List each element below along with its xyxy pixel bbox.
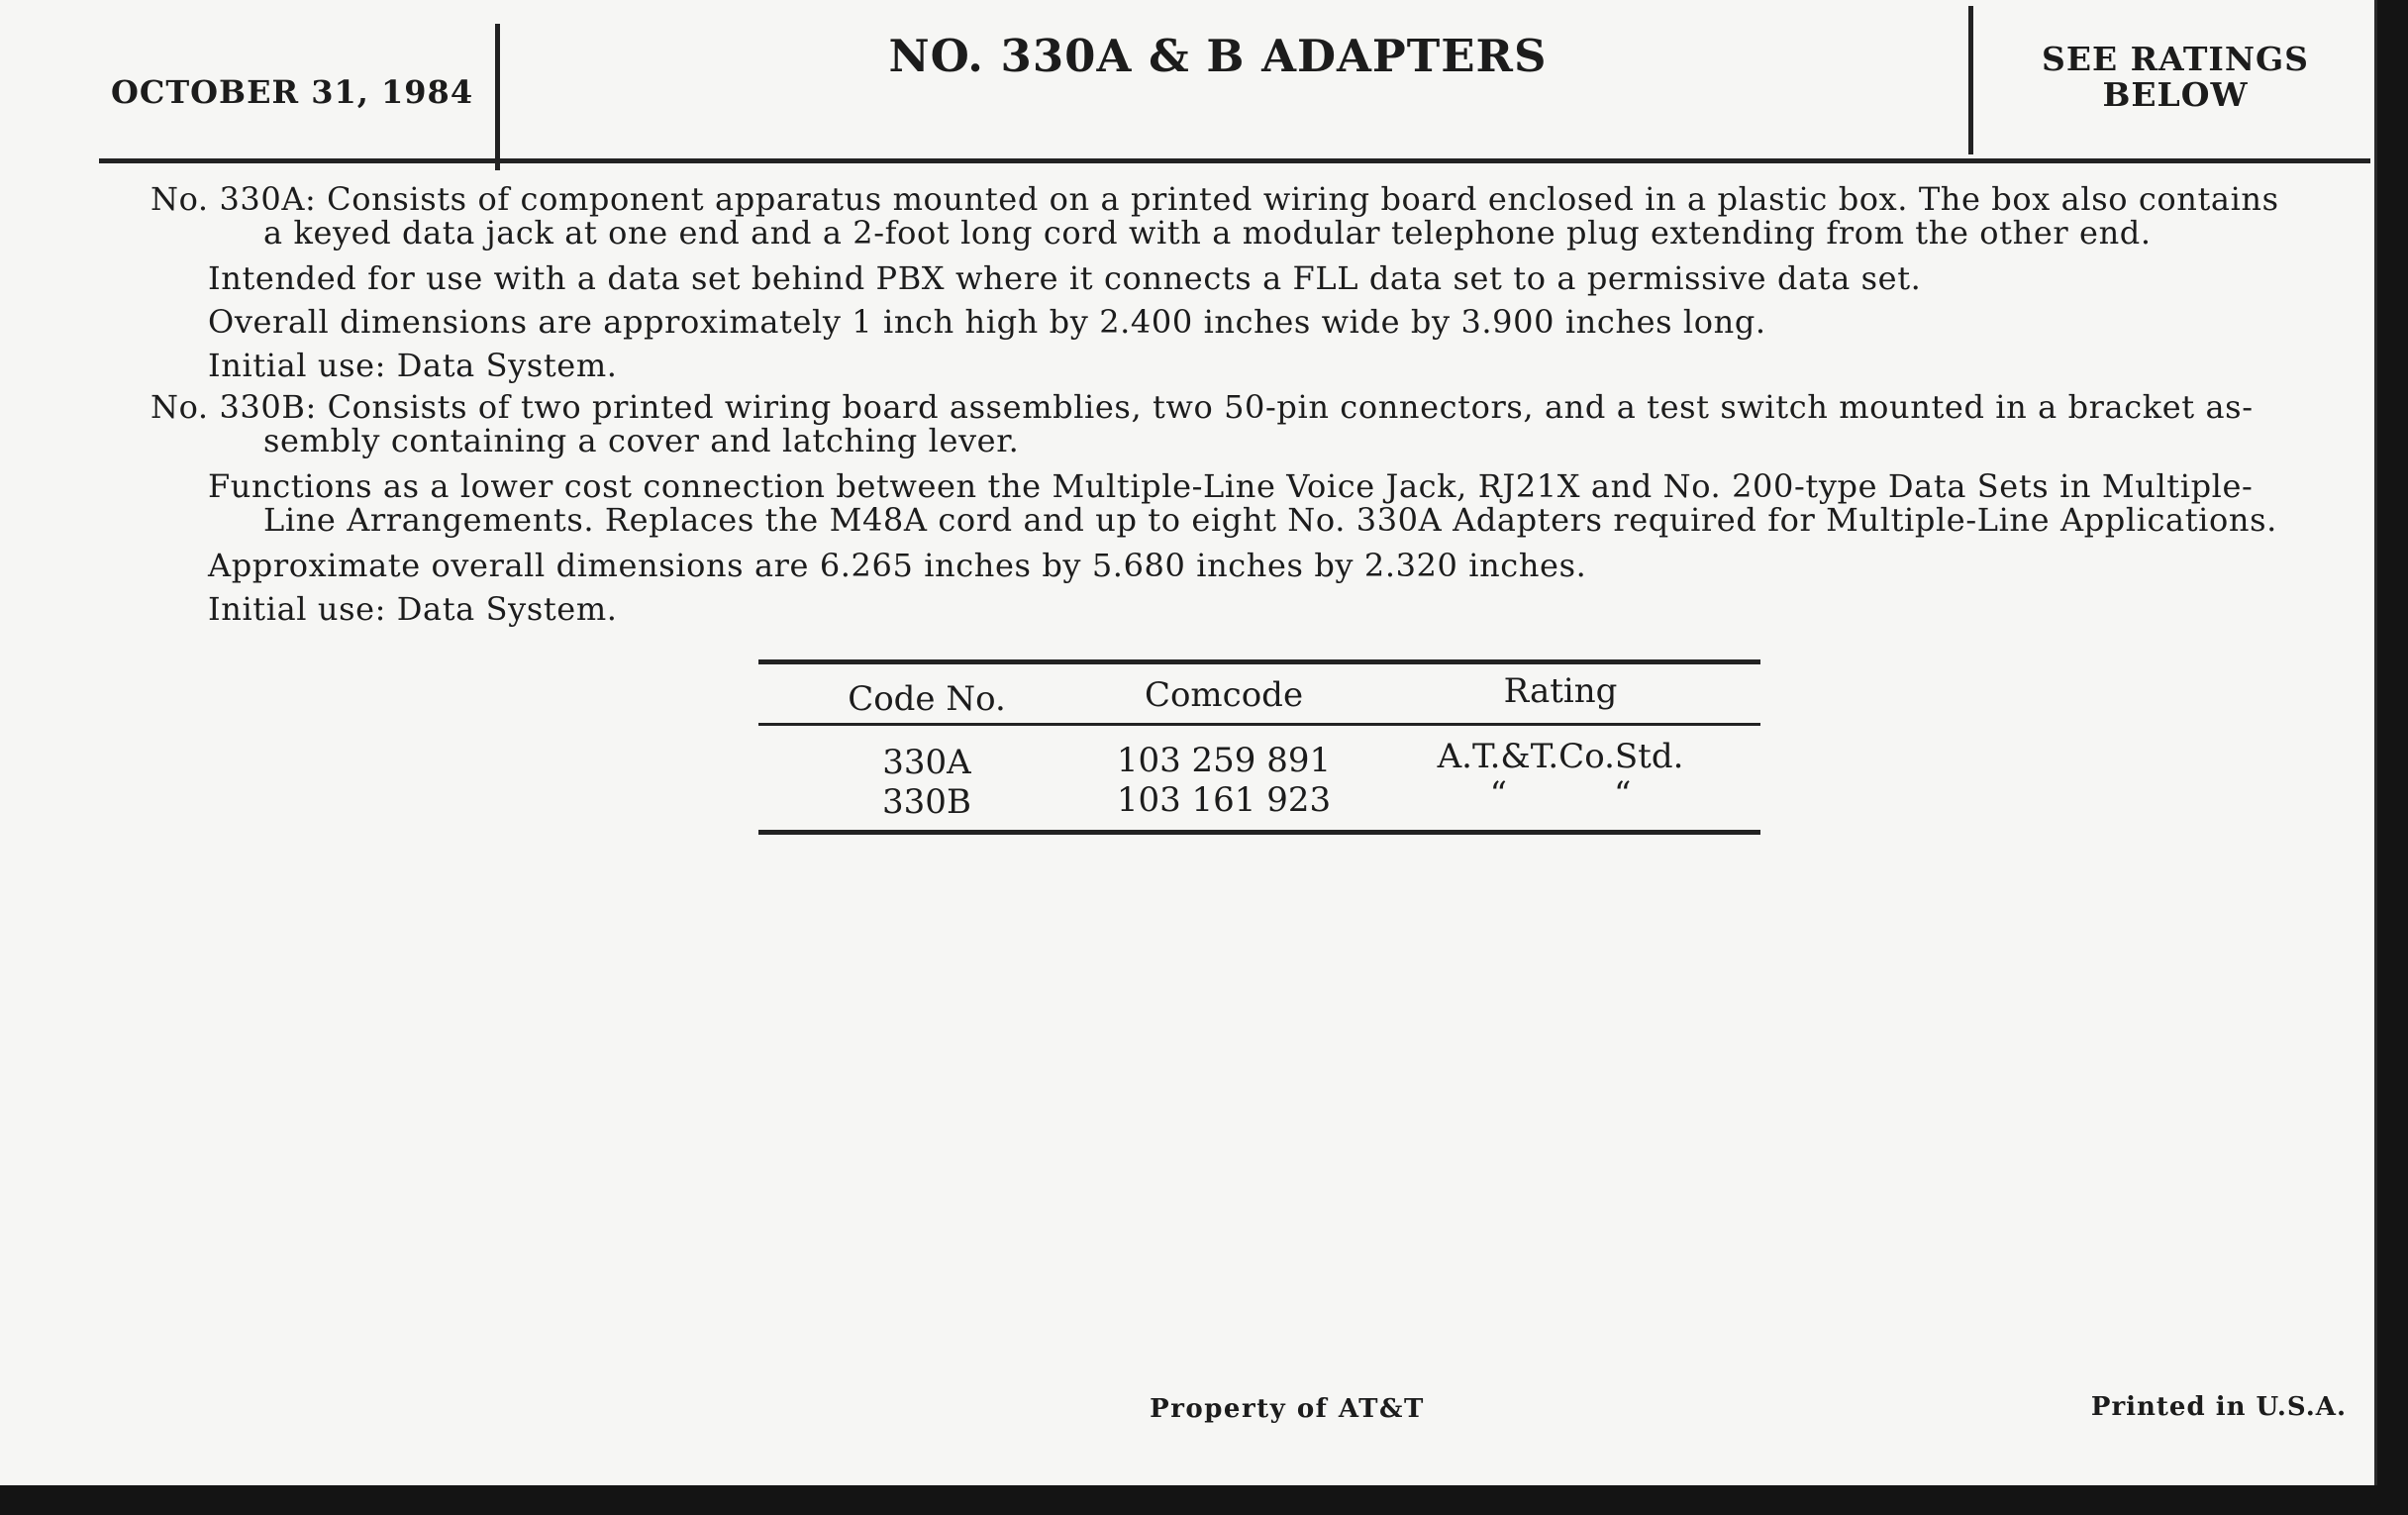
table-cell-rating: A.T.&T.Co.Std.	[1437, 737, 1684, 776]
ratings-line-1: SEE RATINGS	[2041, 40, 2310, 78]
header-date: OCTOBER 31, 1984	[111, 73, 474, 111]
header-rule	[99, 158, 2370, 163]
header-ratings-note	[1992, 42, 2358, 113]
table-cell-comcode: 103 161 923	[1116, 780, 1332, 820]
column-header-code: Code No.	[848, 679, 1006, 719]
document-card: OCTOBER 31, 1984 NO. 330A & B ADAPTERS SEE RATINGS BELOW No. 330A: Consists of component apparatus mounted on a printed wiring board enclosed in a plastic box. The box also contains a keyed data jack at one end and a 2-foot long cord with a modular telephone plug extending from the other end. Intended for use with a data set behind PBX where it connects a FLL data set to a permissive data set. Overall dimensions are approximately 1 inch high by 2.400 inches wide by 3.900 inches long. Initial use: Data System. No. 330B: Consists of two printed wiring board assemblies, two 50-pin connectors, and a test switch mounted in a bracket as- sembly containing a cover and latching lever. Functions as a lower cost connection between the Multiple-Line Voice Jack, RJ21X and No. 200-type Data Sets in Multiple- Line Arrangements. Replaces the M48A cord and up to eight No. 330A Adapters required for Multiple-Line Applications. Approximate overall dimensions are 6.265 inches by 5.680 inches by 2.320 inches. Initial use: Data System. Code No. Comcode Rating 330A 103 259 891 A.T.&T.Co.Std. 330B 103 161 923 “ “ Property of AT&T Printed in U.S.A.	[0, 0, 2377, 1485]
column-header-comcode: Comcode	[1144, 675, 1304, 715]
ratings-line-2: BELOW	[2102, 75, 2249, 114]
footer-property-note: Property of AT&T	[1150, 1394, 1425, 1424]
table-header-rule	[758, 723, 1760, 726]
footer-printed-note: Printed in U.S.A.	[2090, 1392, 2347, 1422]
table-cell-comcode: 103 259 891	[1116, 741, 1332, 780]
page-title: NO. 330A & B ADAPTERS	[888, 30, 1548, 82]
table-cell-code: 330B	[882, 782, 971, 822]
table-cell-rating-ditto: “ “	[1489, 774, 1632, 814]
header-divider-left	[495, 24, 500, 170]
table-cell-code: 330A	[882, 743, 971, 782]
header-divider-right	[1968, 6, 1973, 154]
column-header-rating: Rating	[1503, 671, 1618, 711]
table-top-rule	[758, 659, 1760, 664]
table-bottom-rule	[758, 830, 1760, 835]
